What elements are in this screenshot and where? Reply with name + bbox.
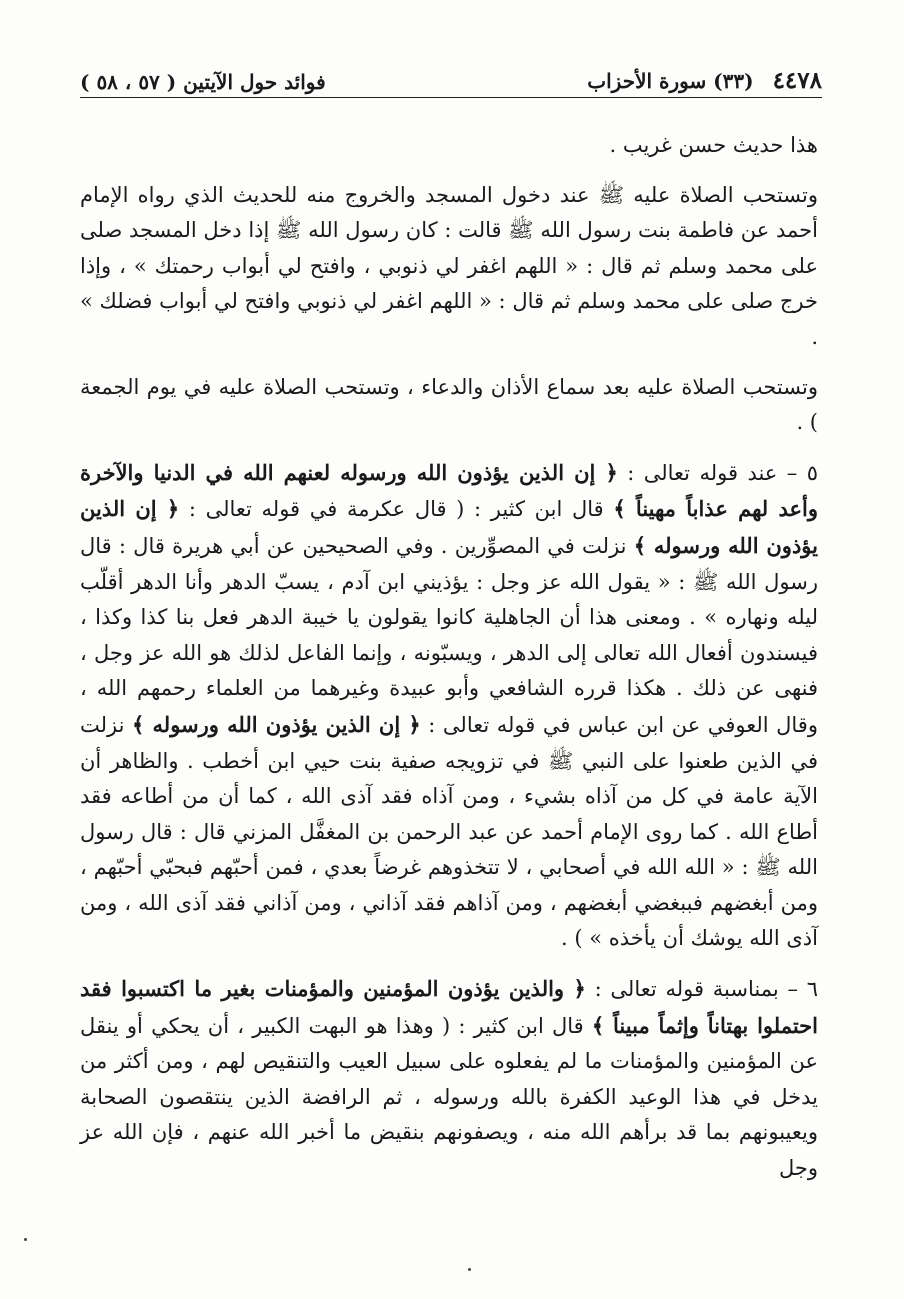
- scan-speck: [24, 1238, 27, 1241]
- quran-verse: ﴿ والذين يؤذون المؤمنين والمؤمنات بغير ما اكتسبوا فقد احتملوا بهتاناً وإثماً مبيناً ﴾: [80, 976, 818, 1038]
- chapter-title: (٣٣) سورة الأحزاب: [587, 69, 754, 93]
- page-body: [80, 128, 818, 1187]
- running-header: [80, 58, 822, 94]
- quran-verse: ﴿ إن الذين يؤذون الله ورسوله لعنهم الله في الدنيا والآخرة وأعد لهم عذاباً مهيناً ﴾: [80, 459, 819, 522]
- paragraph: وتستحب الصلاة عليه بعد سماع الأذان والدعاء ، وتستحب الصلاة عليه في يوم الجمعة ) .: [80, 374, 818, 435]
- quran-verse: ﴿ إن الذين يؤذون الله ورسوله ﴾: [132, 711, 421, 737]
- section-title: فوائد حول الآيتين ( ٥٧ ، ٥٨ ): [80, 70, 326, 94]
- page-number: ٤٤٧٨: [772, 67, 822, 94]
- quran-verse: ﴿ إن الذين يؤذون الله ورسوله ﴾: [80, 496, 818, 558]
- paragraph: ٦ – بمناسبة قوله تعالى : ﴿ والذين يؤذون المؤمنين والمؤمنات بغير ما اكتسبوا فقد احتملوا بهتاناً وإثماً مبيناً ﴾ قال ابن كثير : ( وهذا هو البهت الكبير ، أن يحكي أو ينقل عن المؤمنين والمؤمنات ما لم يفعلوه على سبيل العيب والتنقيص لهم ، ومن أكثر من يدخل في هذا الوعيد الكفرة بالله ورسوله ، ثم الرافضة الذين ينتقصون الصحابة ويعيبونهم بما قد برأهم الله منه ، ويصفونهم بنقيض ما أخبر الله عنهم ، فإن الله عز وجل: [80, 976, 819, 1181]
- header-rule: [80, 97, 822, 98]
- paragraph: هذا حديث حسن غريب .: [609, 133, 818, 157]
- scan-speck: [468, 1268, 471, 1271]
- header-right: [587, 67, 822, 94]
- paragraph: ٥ – عند قوله تعالى : ﴿ إن الذين يؤذون الله ورسوله لعنهم الله في الدنيا والآخرة وأعد لهم عذاباً مهيناً ﴾ قال ابن كثير : ( قال عكرمة في قوله تعالى : ﴿ إن الذين يؤذون الله ورسوله ﴾ نزلت في المصوِّرين . وفي الصحيحين عن أبي هريرة قال : قال رسول الله ﷺ : « يقول الله عز وجل : يؤذيني ابن آدم ، يسبّ الدهر وأنا الدهر أقلّب ليله ونهاره » . ومعنى هذا أن الجاهلية كانوا يقولون يا خيبة الدهر فعل بنا كذا وكذا ، فيسندون أفعال الله تعالى إلى الدهر ، ويسبّونه ، وإنما الفاعل لذلك هو الله عز وجل ، فنهى عن ذلك . هكذا قرره الشافعي وأبو عبيدة وغيرهما من العلماء رحمهم الله ، وقال العوفي عن ابن عباس في قوله تعالى : ﴿ إن الذين يؤذون الله ورسوله ﴾ نزلت في الذين طعنوا على النبي ﷺ في تزويجه صفية بنت حيي ابن أخطب . والظاهر أن الآية عامة في كل من آذاه بشيء ، ومن آذاه فقد آذى الله ، كما أن من أطاعه فقد أطاع الله . كما روى الإمام أحمد عن عبد الرحمن بن المغفَّل المزني قال : قال رسول الله ﷺ : « الله الله في أصحابي ، لا تتخذوهم غرضاً بعدي ، فمن أحبّهم فبحبّي أحبّهم ، ومن أبغضهم فببغضي أبغضهم ، ومن آذاهم فقد آذاني ، ومن آذاني فقد آذى الله ، ومن آذى الله يوشك أن يأخذه » ) .: [80, 459, 819, 951]
- paragraph: وتستحب الصلاة عليه ﷺ عند دخول المسجد والخروج منه للحديث الذي رواه الإمام أحمد عن فاطمة بنت رسول الله ﷺ قالت : كان رسول الله ﷺ إذا دخل المسجد صلى على محمد وسلم ثم قال : « اللهم اغفر لي ذنوبي ، وافتح لي أبواب رحمتك » ، وإذا خرج صلى على محمد وسلم ثم قال : « اللهم اغفر لي ذنوبي وافتح لي أبواب فضلك » .: [80, 182, 818, 349]
